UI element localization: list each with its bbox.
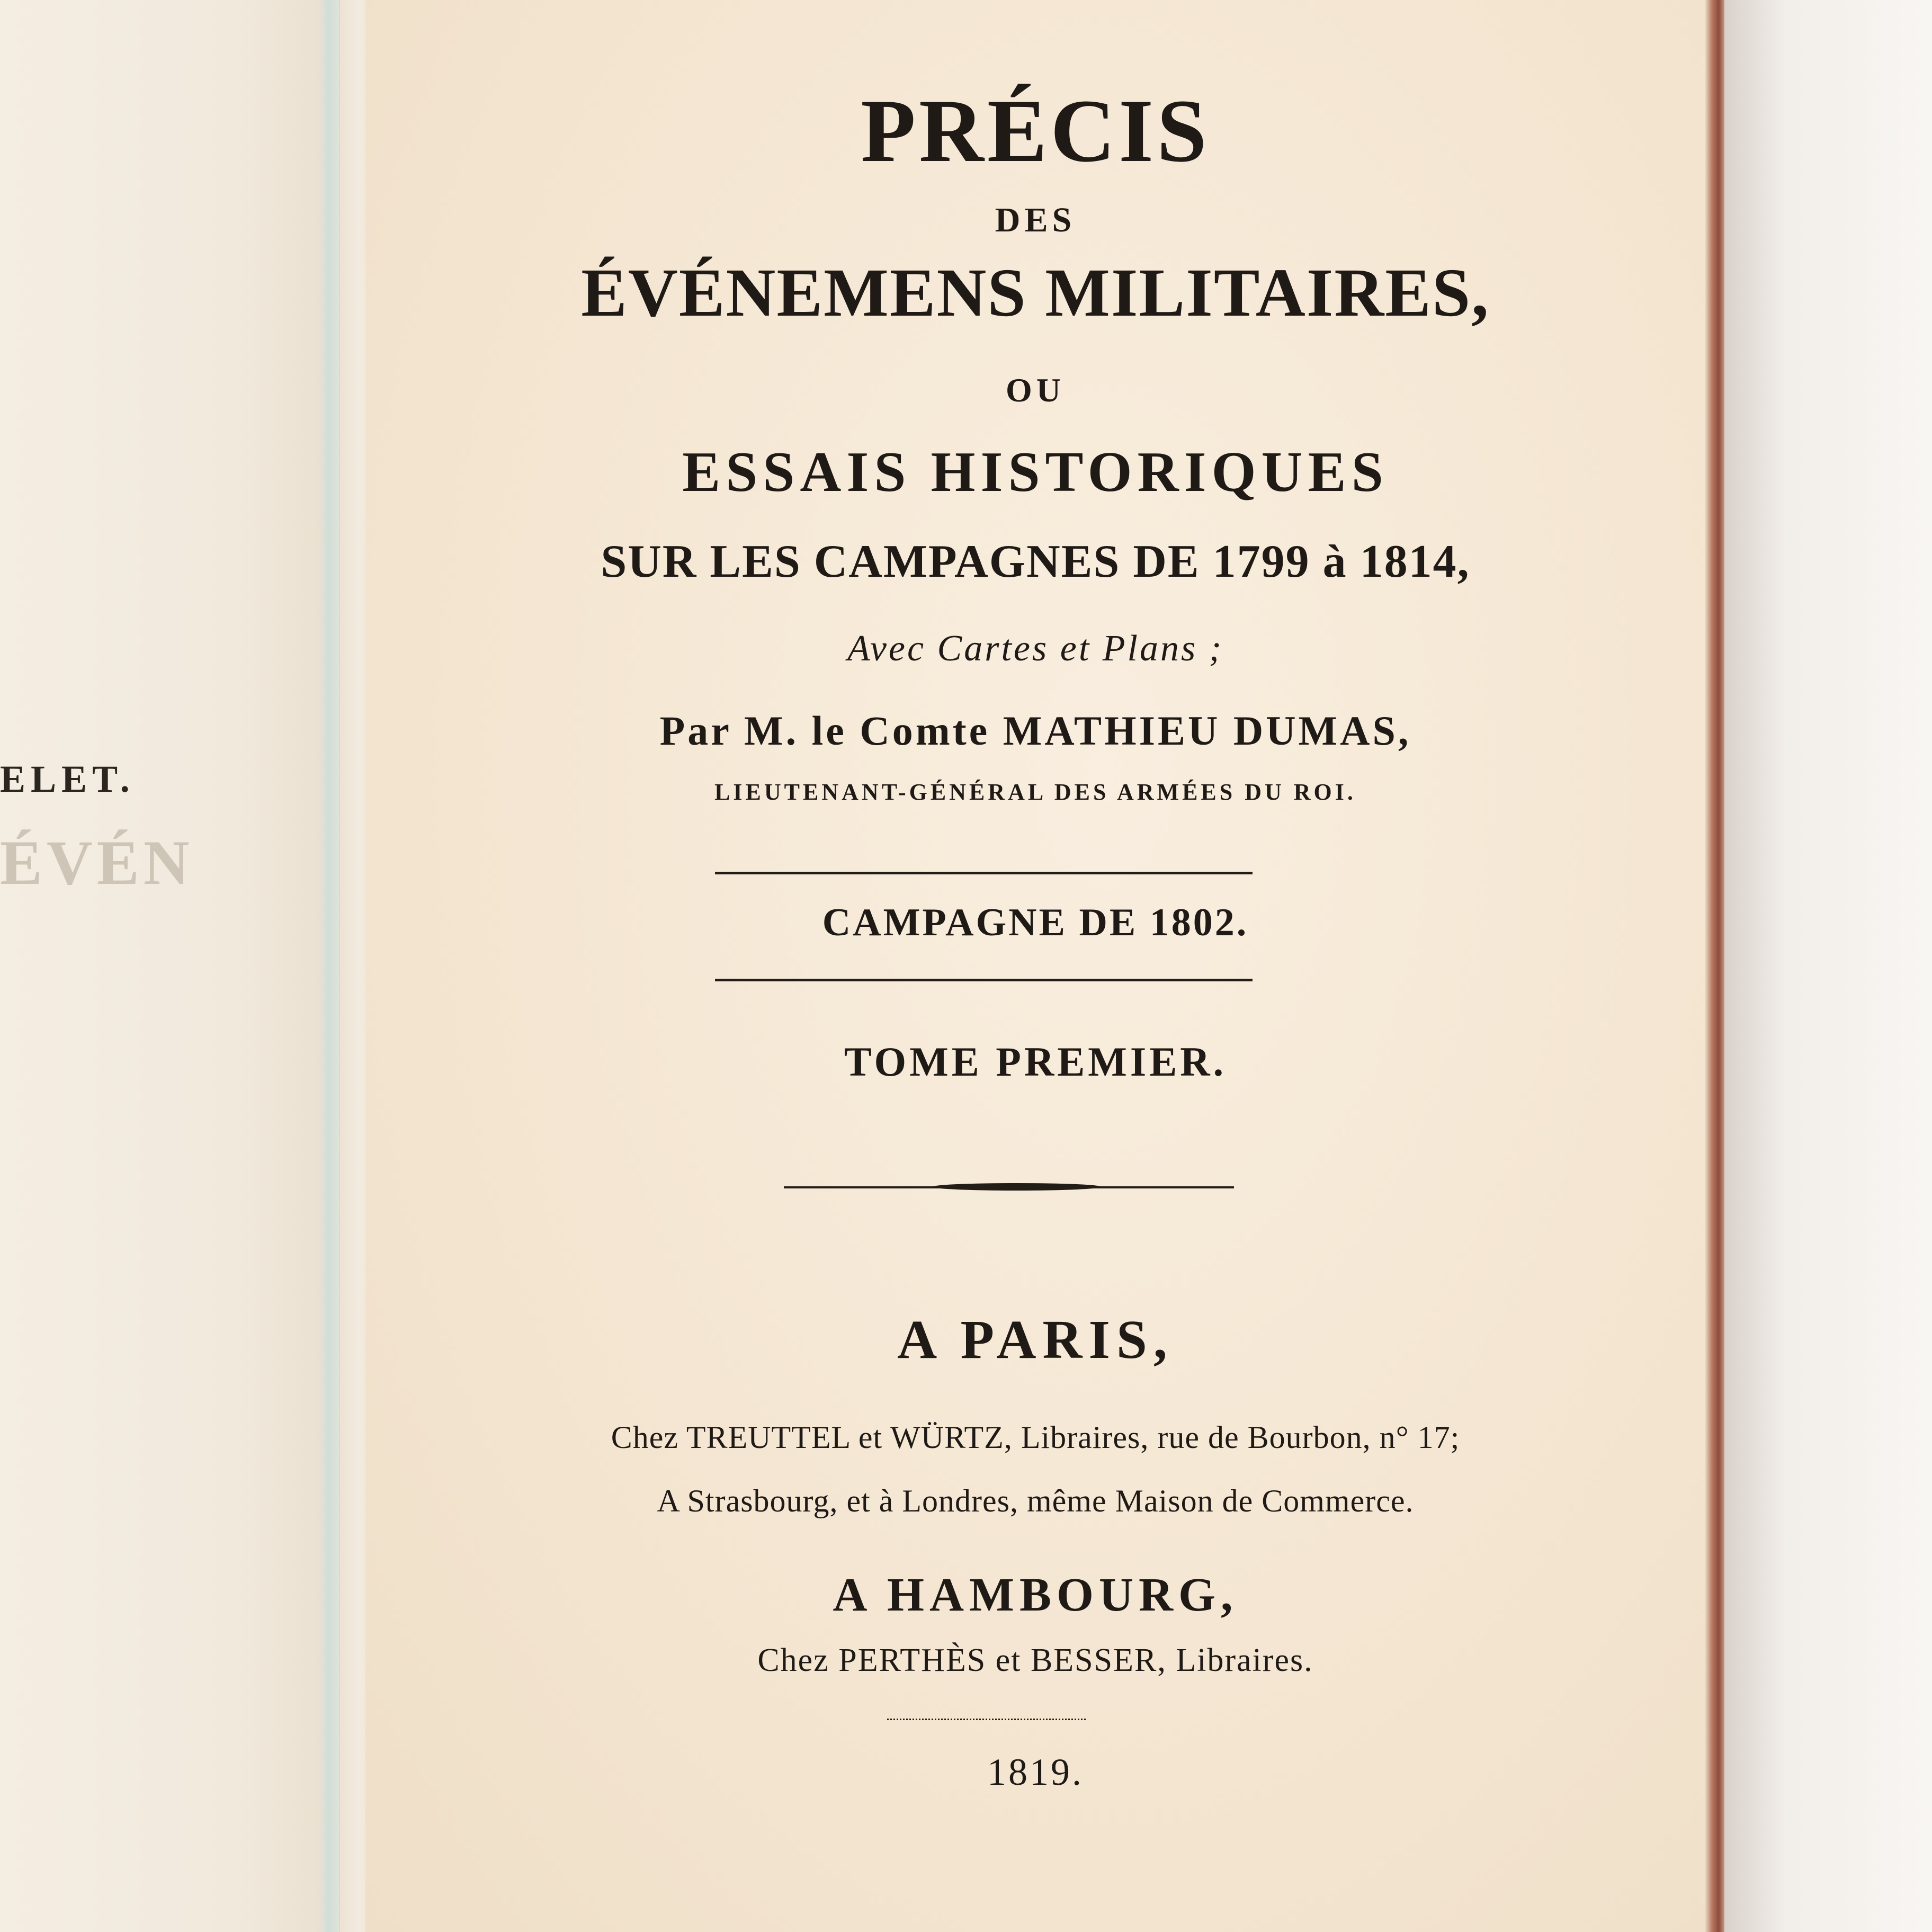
- publisher-strasbourg: A Strasbourg, et à Londres, même Maison de Commerce.: [657, 1483, 1414, 1518]
- title-precis: PRÉCIS: [861, 81, 1210, 181]
- left-page-text-fragment: ELET.: [0, 758, 135, 800]
- left-page-ghost-text: ÉVÉN: [0, 827, 194, 898]
- ornamental-rule-swell: [932, 1183, 1102, 1191]
- city-hambourg: A HAMBOURG,: [833, 1569, 1238, 1621]
- left-page: [0, 0, 339, 1932]
- subtitle-cartes: Avec Cartes et Plans ;: [847, 628, 1224, 669]
- background-table: [1724, 0, 1932, 1932]
- publisher-treuttel: Chez TREUTTEL et WÜRTZ, Libraires, rue de Bourbon, n° 17;: [611, 1420, 1460, 1455]
- city-paris: A PARIS,: [897, 1309, 1174, 1370]
- dotted-ornament: [887, 1719, 1086, 1724]
- campaign-line: CAMPAGNE DE 1802.: [822, 901, 1249, 944]
- author-line: Par M. le Comte MATHIEU DUMAS,: [659, 708, 1411, 754]
- book-board-edge: [1705, 0, 1724, 1932]
- rule-top: [715, 872, 1253, 874]
- author-rank: LIEUTENANT-GÉNÉRAL DES ARMÉES DU ROI.: [714, 779, 1356, 805]
- subtitle-campagnes: SUR LES CAMPAGNES DE 1799 à 1814,: [601, 536, 1470, 587]
- year: 1819.: [987, 1751, 1084, 1793]
- title-des: DES: [995, 201, 1076, 239]
- publisher-perthes: Chez PERTHÈS et BESSER, Libraires.: [757, 1642, 1313, 1678]
- title-essais: ESSAIS HISTORIQUES: [682, 441, 1389, 504]
- tome-line: TOME PREMIER.: [844, 1039, 1227, 1085]
- rule-bottom: [715, 979, 1253, 981]
- title-ou: OU: [1006, 371, 1065, 409]
- title-evenemens: ÉVÉNEMENS MILITAIRES,: [581, 255, 1490, 331]
